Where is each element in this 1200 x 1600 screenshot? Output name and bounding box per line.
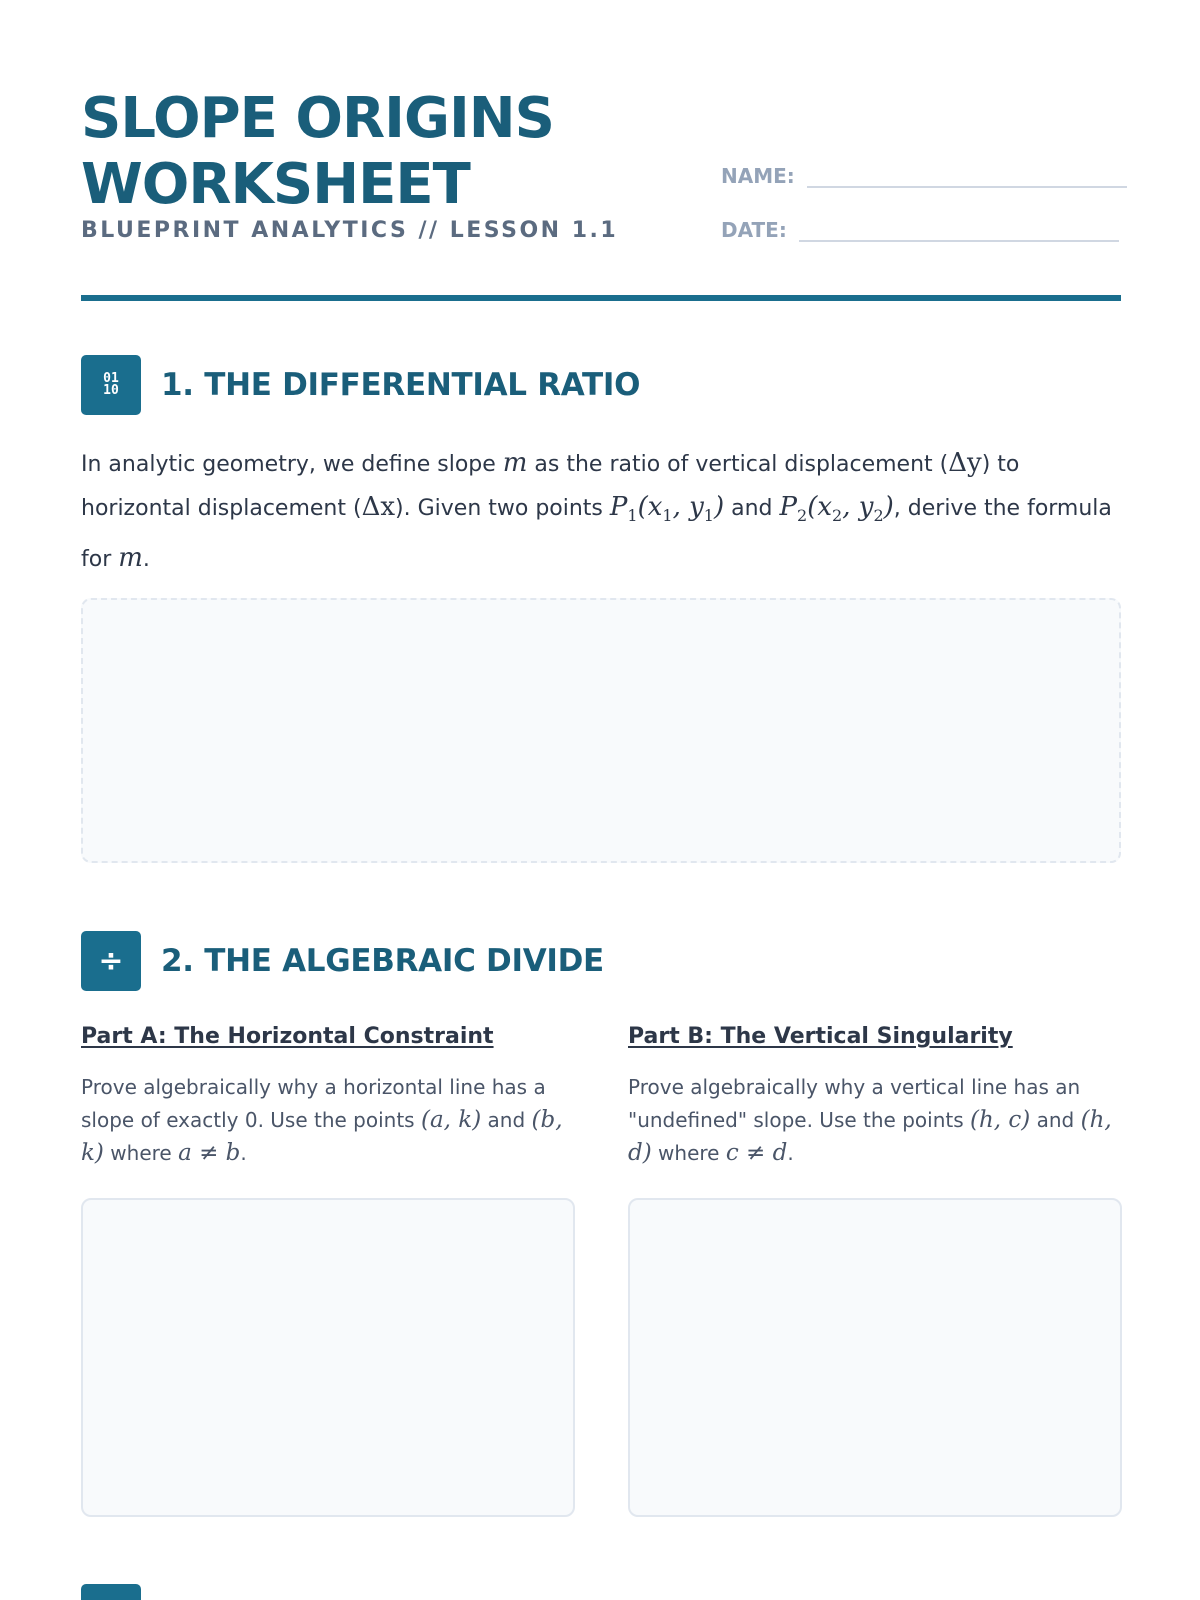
prompt-text: , derive the formula for xyxy=(81,496,1112,573)
part-b-text: where xyxy=(651,1141,726,1165)
math-condition: a ≠ b xyxy=(178,1140,241,1166)
part-b-text: . xyxy=(787,1141,794,1165)
part-b-answer-box[interactable] xyxy=(628,1198,1122,1517)
p2-coords: (x xyxy=(807,492,833,522)
prompt-text: and xyxy=(724,496,780,521)
math-point-b-k: (b, k) xyxy=(81,1107,563,1166)
p1-x-sub: 1 xyxy=(662,506,673,526)
worksheet-page xyxy=(81,0,1121,1600)
math-point-h-c: (h, c) xyxy=(970,1107,1031,1133)
math-m: m xyxy=(118,543,143,574)
part-b-title: Part B: The Vertical Singularity xyxy=(628,1024,1013,1049)
prompt-text: In analytic geometry, we define slope xyxy=(81,452,503,477)
lesson-subtitle: BLUEPRINT ANALYTICS // LESSON 1.1 xyxy=(81,218,619,243)
prompt-text: as the ratio of vertical displacement ( xyxy=(527,452,949,477)
section-2-title: 2. THE ALGEBRAIC DIVIDE xyxy=(161,943,604,979)
math-point-2 xyxy=(779,492,894,526)
math-m: m xyxy=(502,448,528,478)
part-b-text: Prove algebraically why a vertical line has an "undefined" slope. Use the points xyxy=(628,1075,1081,1132)
math-delta-y: Δy xyxy=(948,448,982,478)
date-label: DATE: xyxy=(721,218,787,242)
header-divider xyxy=(81,295,1121,301)
binary-icon-line-2: 10 xyxy=(103,383,119,398)
part-a-answer-box[interactable] xyxy=(81,1198,575,1517)
name-label: NAME: xyxy=(721,164,795,188)
part-b-text: and xyxy=(1030,1108,1081,1132)
math-condition: c ≠ d xyxy=(725,1140,788,1166)
date-field[interactable] xyxy=(799,222,1119,242)
worksheet-header xyxy=(81,86,1121,246)
part-a-text: and xyxy=(481,1108,532,1132)
p1-y-sub: 1 xyxy=(703,506,714,526)
part-b-prompt xyxy=(628,1071,1128,1170)
p1-letter: P xyxy=(609,492,628,522)
name-field[interactable] xyxy=(807,168,1127,188)
part-a-text: Prove algebraically why a horizontal line has a slope of exactly 0. Use the points xyxy=(81,1075,546,1132)
p2-coords: , y xyxy=(842,492,874,522)
p1-coords: , y xyxy=(672,492,704,522)
section-1-title: 1. THE DIFFERENTIAL RATIO xyxy=(161,367,641,403)
p1-coords: ) xyxy=(713,492,725,522)
part-a-title: Part A: The Horizontal Constraint xyxy=(81,1024,494,1049)
math-point-a-k: (a, k) xyxy=(420,1107,482,1133)
prompt-text: . xyxy=(142,547,150,573)
part-a-text: where xyxy=(103,1141,179,1165)
p2-x-sub: 2 xyxy=(832,506,843,526)
math-delta-x: Δx xyxy=(361,492,396,522)
p1-coords: (x xyxy=(637,492,663,522)
p1-sub: 1 xyxy=(627,506,638,526)
section-1-answer-box[interactable] xyxy=(81,598,1121,863)
prompt-text: ) to horizontal displacement ( xyxy=(81,452,1020,521)
p2-letter: P xyxy=(779,492,798,522)
page-title xyxy=(81,86,681,218)
p2-coords: ) xyxy=(883,492,894,522)
date-row xyxy=(721,218,1119,242)
title-line-2: WORKSHEET xyxy=(81,152,470,217)
p2-sub: 2 xyxy=(797,506,808,526)
math-point-h-d: (h, d) xyxy=(628,1107,1112,1166)
section-1-prompt xyxy=(81,442,1121,581)
part-a-prompt xyxy=(81,1071,581,1170)
section-1-heading xyxy=(81,355,640,415)
name-row xyxy=(721,164,1127,188)
section-3-icon xyxy=(81,1584,141,1600)
section-2-heading xyxy=(81,931,604,991)
part-a-text: . xyxy=(240,1141,247,1165)
p2-y-sub: 2 xyxy=(873,506,884,526)
binary-icon-line-1: 01 xyxy=(103,371,119,386)
math-point-1 xyxy=(609,492,725,526)
title-line-1: SLOPE ORIGINS xyxy=(81,86,554,151)
divide-icon: ÷ xyxy=(81,931,141,991)
binary-icon xyxy=(81,355,141,415)
prompt-text: ). Given two points xyxy=(395,496,610,521)
